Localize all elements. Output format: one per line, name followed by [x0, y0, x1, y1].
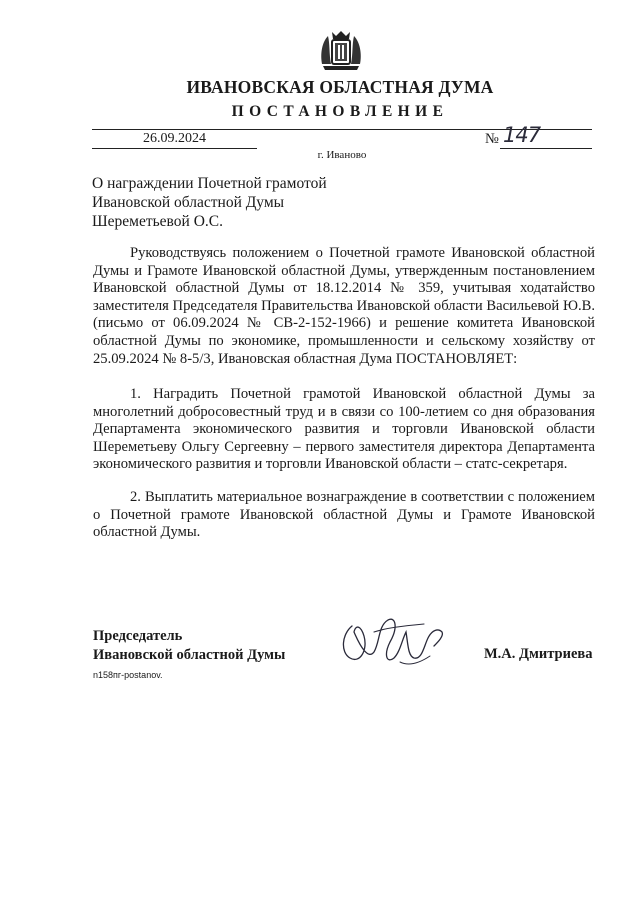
subject-line: О награждении Почетной грамотой	[92, 175, 327, 192]
resolution-item-1: 1. Наградить Почетной грамотой Ивановской областной Думы за многолетний добросовестный труд и в связи со 100-летием со дня образования Департамента экономического развития и торговли Ивановской области Шереметьеву Ольгу Сергеевну – первого заместителя директора Департамента экономического развития и торговли Ивановской области – статс-секретаря.	[93, 386, 595, 473]
number-sign: №	[485, 131, 499, 147]
signer-title	[93, 627, 285, 665]
city-name: г. Иваново	[317, 149, 367, 161]
resolution-item-2: 2. Выплатить материальное вознаграждение в соответствии с положением о Почетной грамоте Ивановской областной Думы и Грамоте Ивановской областной Думы.	[93, 489, 595, 541]
signer-title-line: Ивановской областной Думы	[93, 647, 286, 663]
file-code: n158пг-postanov.	[93, 670, 163, 680]
organization-name: ИВАНОВСКАЯ ОБЛАСТНАЯ ДУМА	[186, 77, 494, 97]
subject-line: Шереметьевой О.С.	[92, 213, 223, 230]
signer-title-line: Председатель	[93, 628, 183, 644]
emblem-icon	[319, 30, 363, 72]
document-number: 147	[503, 123, 541, 147]
document-subject	[92, 174, 327, 231]
signer-name: М.А. Дмитриева	[484, 646, 593, 662]
subject-line: Ивановской областной Думы	[92, 194, 285, 211]
document-type: ПОСТАНОВЛЕНИЕ	[231, 103, 449, 120]
handwritten-signature	[338, 612, 448, 674]
preamble-paragraph: Руководствуясь положением о Почетной грамоте Ивановской областной Думы и Грамоте Ивановской областной Думы, утвержденным постановлением Ивановской областной Думы от 18.12.2014 № 359, учитывая ходатайство заместителя Председателя Правительства Ивановской области Васильевой Ю.В. (письмо от 06.09.2024 № СВ-2-152-1966) и решение комитета Ивановской областной Думы по экономике, промышленности и сельскому хозяйству от 25.09.2024 № 8-5/3, Ивановская областная Дума ПОСТАНОВЛЯЕТ:	[93, 245, 595, 367]
document-date: 26.09.2024	[143, 131, 206, 146]
